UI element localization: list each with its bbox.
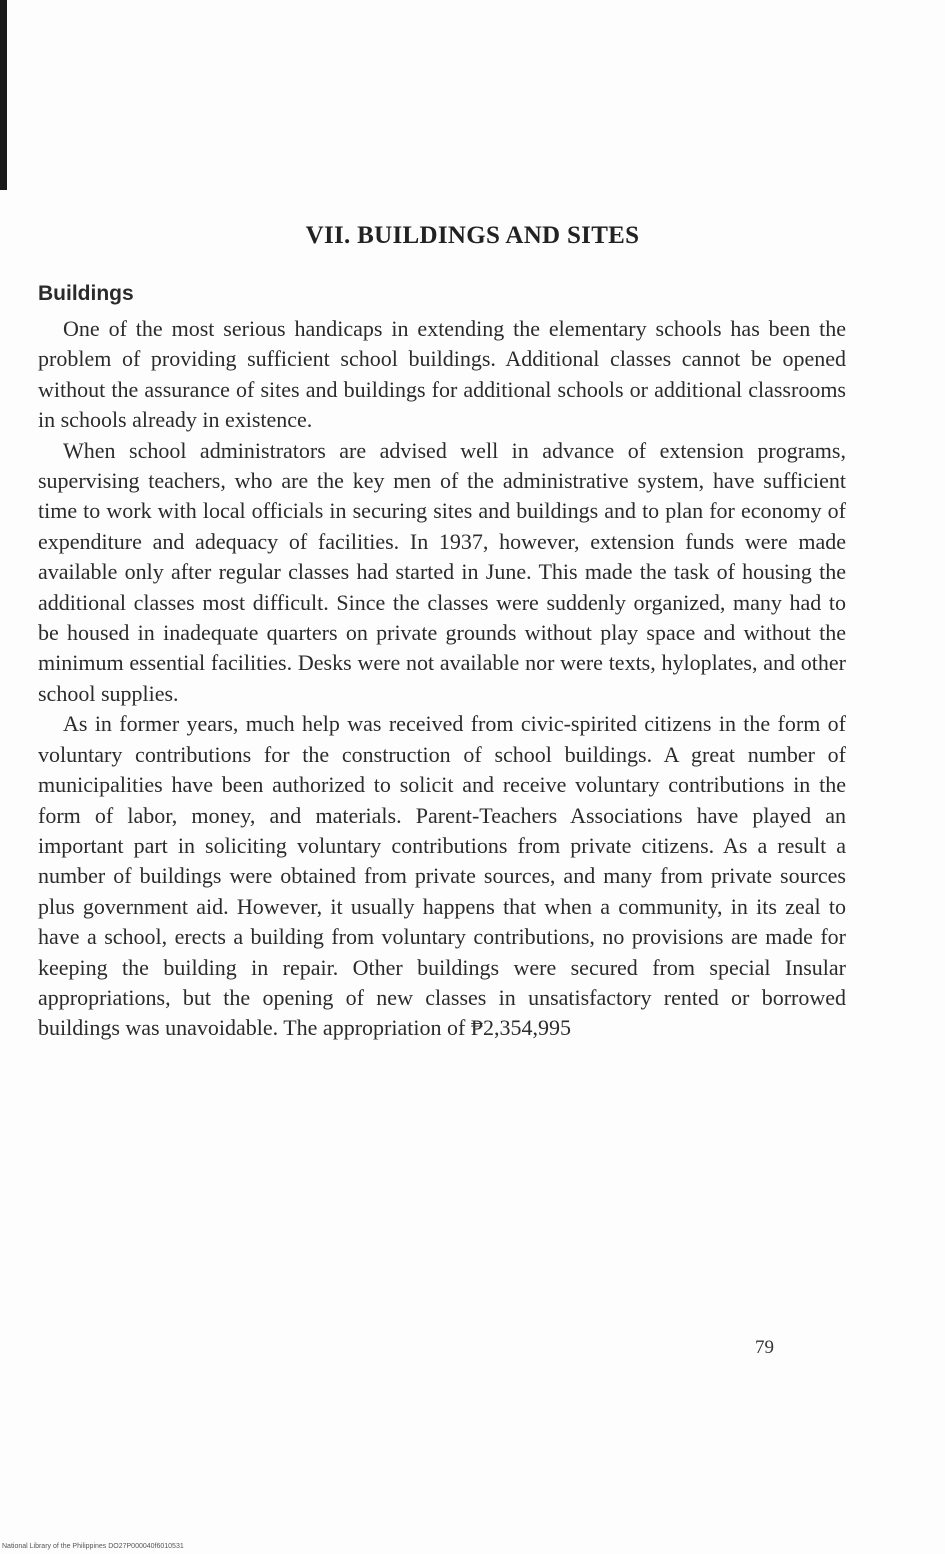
paragraph: One of the most serious handicaps in extending the elementary schools has been the problem of providing sufficient school buildings. Additional classes cannot be opened without the assurance of sites and buildings for additional schools or additional classrooms in schools already in existence. xyxy=(38,316,846,433)
paragraph: As in former years, much help was received from civic-spirited citizens in the form of voluntary contributions for the construction of school buildings. A great number of municipalities have been authorized to solicit and receive voluntary contributions in the form of labor, money, and materials. Parent-Teachers Associations have played an important part in soliciting voluntary contributions from private citizens. As a result a number of buildings were obtained from private sources, and many from private sources plus government aid. However, it usually happens that when a community, in its zeal to have a school, erects a building from voluntary contributions, no provisions are made for keeping the building in repair. Other buildings were secured from special Insular appropriations, but the opening of new classes in unsatisfactory rented or borrowed buildings was unavoidable. The appropriation of ₱2,354,995 xyxy=(38,711,846,1041)
page-number: 79 xyxy=(755,1337,774,1358)
section-heading: Buildings xyxy=(38,282,134,305)
footer-credit: National Library of the Philippines DO27P000040f6010531 xyxy=(2,1543,184,1550)
body-text xyxy=(38,314,846,1044)
paragraph: When school administrators are advised well in advance of extension programs, supervising teachers, who are the key men of the administrative system, have sufficient time to work with local officials in securing sites and buildings and to plan for economy of expenditure and adequacy of facilities. In 1937, however, extension funds were made available only after regular classes had started in June. This made the task of housing the additional classes most difficult. Since the classes were suddenly organized, many had to be housed in inadequate quarters on private grounds without play space and without the minimum essential facilities. Desks were not available nor were texts, hyloplates, and other school supplies. xyxy=(38,437,846,706)
binding-edge-shadow xyxy=(0,0,7,190)
chapter-title: VII. BUILDINGS AND SITES xyxy=(305,222,640,249)
